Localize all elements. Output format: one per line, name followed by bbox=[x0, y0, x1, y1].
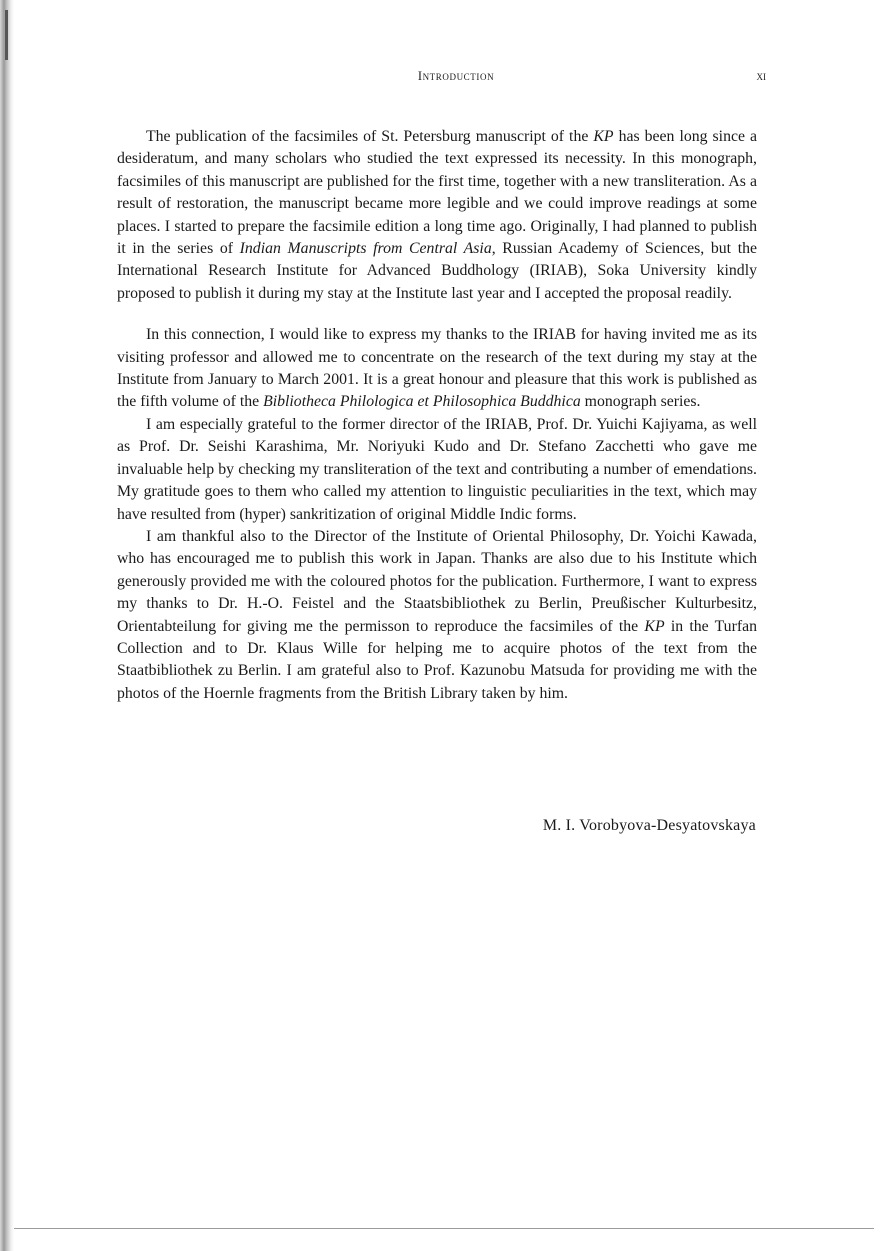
series-title: Bibliotheca Philologica et Philosophica Buddhica bbox=[263, 393, 581, 411]
paragraph-4-part-c: in the Turfan Collection and to Dr. Klaus Wille for helping me to acquire photos of the text from the Staatbibliothek zu Berlin. I am grateful also to Prof. Kazunobu Matsuda for providing me with the photos of the Hoernle fragments from the British Library taken by him. bbox=[117, 617, 757, 702]
paragraph-4 bbox=[117, 526, 757, 705]
page-number: xi bbox=[756, 69, 766, 83]
kp-abbreviation: KP bbox=[644, 617, 665, 635]
author-signature: M. I. Vorobyova-Desyatovskaya bbox=[542, 817, 756, 834]
running-title: Introduction bbox=[417, 69, 495, 83]
paragraph-2-part-c: monograph series. bbox=[580, 393, 701, 411]
paragraph-1 bbox=[117, 126, 757, 305]
body-text bbox=[117, 126, 757, 705]
scan-binding-edge bbox=[0, 0, 14, 1251]
scan-edge-mark bbox=[5, 10, 8, 60]
kp-abbreviation: KP bbox=[593, 128, 614, 145]
running-head bbox=[146, 69, 766, 89]
series-title: Indian Manuscripts from Central Asia bbox=[239, 240, 492, 258]
paragraph-2-part-a: In this connection, I would like to express my thanks to the IRIAB for having invited me as its visiting professor and allowed me to concentrate on the research of the text during my stay at the Institute from January to March 2001. It is a great honour and pleasure that this work is published as the fifth volume of the bbox=[117, 326, 757, 411]
paragraph-1-part-e: , Russian Academy of Sciences, but the International Research Institute for Advanced Buddhology (IRIAB), Soka University kindly proposed to publish it during my stay at the Institute last year and I accepted the proposal readily. bbox=[117, 240, 757, 302]
paragraph-3: I am especially grateful to the former director of the IRIAB, Prof. Dr. Yuichi Kajiyama, as well as Prof. Dr. Seishi Karashima, Mr. Noriyuki Kudo and Dr. Stefano Zacchetti who gave me invaluable help by checking my transliteration of the text and contributing a number of emendations. My gratitude goes to them who called my attention to linguistic peculiarities in the text, which may have resulted from (hyper) sankritization of original Middle Indic forms. bbox=[117, 415, 757, 523]
paragraph-2 bbox=[117, 324, 757, 414]
paragraph-4-part-a: I am thankful also to the Director of the Institute of Oriental Philosophy, Dr. Yoichi Kawada, who has encouraged me to publish this work in Japan. Thanks are also due to his Institute which generously provided me with the coloured photos for the publication. Furthermore, I want to express my thanks to Dr. H.-O. Feistel and the Staatsbibliothek zu Berlin, Preußischer Kulturbesitz, Orientabteilung for giving me the permisson to reproduce the facsimiles of the bbox=[117, 527, 757, 635]
paragraph-1-part-a: The publication of the facsimiles of St. Petersburg manuscript of the bbox=[146, 128, 594, 145]
scan-bottom-line bbox=[14, 1228, 874, 1229]
paragraph-1-part-c: has been long since a desideratum, and many scholars who studied the text expressed its necessity. In this monograph, facsimiles of this manuscript are published for the first time, together with a new transliteration. As a result of restoration, the manuscript became more legible and we could improve readings at some places. I started to prepare the facsimile edition a long time ago. Originally, I had planned to publish it in the series of bbox=[117, 128, 758, 258]
